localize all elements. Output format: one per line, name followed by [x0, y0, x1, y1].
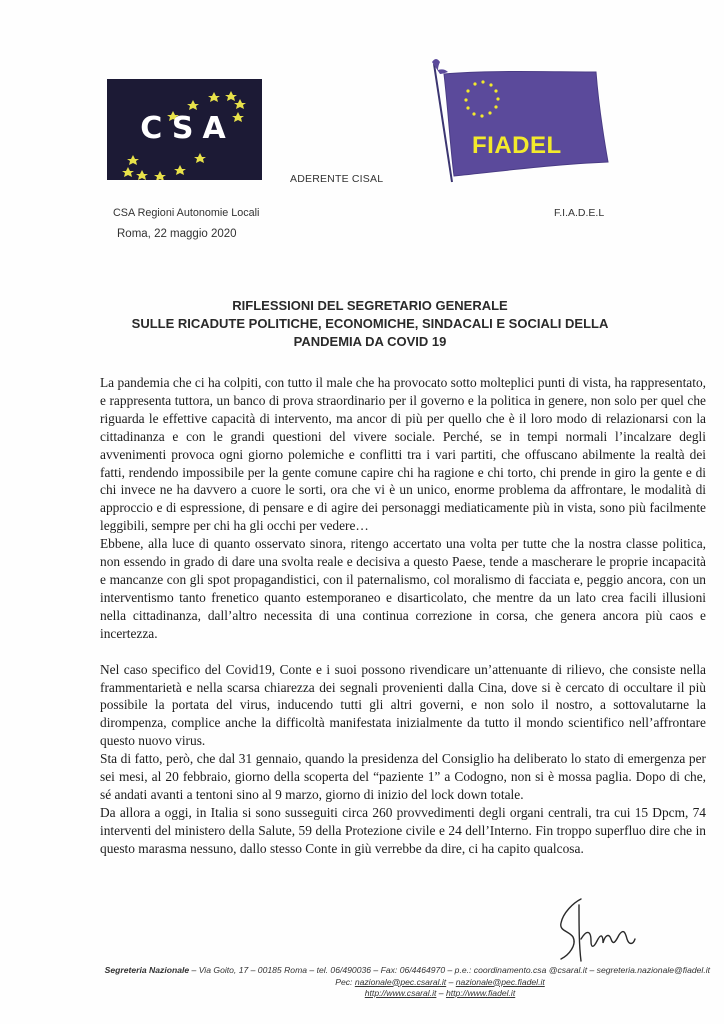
- body-paragraph: Da allora a oggi, in Italia si sono susseguiti circa 260 provvedimenti degli organi centrali, tra cui 15 Dpcm, 74 interventi del ministero della Salute, 59 della Protezione civile e 24 dell’Interno. Fin troppo superfluo dire che in questo marasma nessuno, dallo stesso Conte in giù verrebbe da dire, ci ha capito qualcosa.: [100, 804, 706, 856]
- pec-csa-link[interactable]: nazionale@pec.csaral.it: [354, 976, 447, 987]
- footer-address-line: [20, 965, 710, 977]
- footer-web-line: [20, 988, 710, 1000]
- fiadel-logo-text: FIADEL: [472, 132, 562, 159]
- body-paragraph: La pandemia che ci ha colpiti, con tutto il male che ha provocato sotto molteplici punti di vista, ha rappresentato, e rappresenta tuttora, un banco di prova straordinario per il governo e la politica in genere, non solo per quel che riguarda le effettive capacità di intervento, ma ancor di più per quello che è il loro modo di relazionarsi con la cittadinanza e con le grandi questioni del vivere sociale. Perché, se in tempi normali l’incalzare degli avvenimenti provoca ogni giorno polemiche e conflitti tra i vari partiti, che offuscano abilmente la realtà dei fatti, rendendo impossibile per la gente comune capire chi ha ragione e chi torto, chi prende in giro la gente e di chi invece ne ha davvero a cuore le sorti, ora che vi è un unico, enorme problema da affrontare, le modalità di approccio e di espressione, di pensare e di agire dei personaggi mediaticamente più in vista, sono più facilmente leggibili, sempre per chi ha gli occhi per vedere…: [100, 375, 706, 534]
- footer-separator: –: [436, 988, 446, 998]
- fiadel-flag-icon: [420, 58, 620, 188]
- footer-separator: –: [446, 976, 456, 987]
- web-csa-link[interactable]: http://www.csaral.it: [364, 988, 437, 998]
- footer-org-name: Segreteria Nazionale: [104, 965, 190, 975]
- body-paragraph: Sta di fatto, però, che dal 31 gennaio, quando la presidenza del Consiglio ha deliberato lo stato di emergenza per sei mesi, al 20 febbraio, giorno della scoperta del “paziente 1” a Codogno, non si è mossa paglia. Dopo di che, sé andati avanti a tentoni sino al 9 marzo, giorno di inizio del lock down totale.: [100, 751, 706, 802]
- document-body: [100, 374, 706, 858]
- csa-organization-name: CSA Regioni Autonomie Locali: [113, 207, 260, 219]
- pec-fiadel-link[interactable]: nazionale@pec.fiadel.it: [455, 976, 545, 987]
- body-paragraph: Nel caso specifico del Covid19, Conte e i suoi possono rivendicare un’attenuante di rilievo, che consiste nella frammentarietà e nella scarsa chiarezza dei segnali provenienti dalla Cina, dove si è cercato di occultare il più possibile la portata del virus, inducendo tutti gli altri governi, e non solo il nostro, a sottovalutarne la dirompenza, complice anche la difficoltà manifestata inizialmente da tutto il mondo scientifico nell’affrontare questo nuovo virus.: [100, 661, 706, 749]
- document-footer: [20, 965, 710, 1000]
- csa-logo-text: CSA: [140, 111, 235, 146]
- footer-pec-line: [20, 977, 710, 989]
- title-line-1: RIFLESSIONI DEL SEGRETARIO GENERALE: [232, 298, 508, 313]
- signature: [555, 895, 665, 970]
- document-title: [120, 297, 620, 351]
- footer-pec-label: Pec:: [335, 976, 355, 987]
- csa-logo: [107, 79, 262, 180]
- aderente-label: ADERENTE CISAL: [290, 173, 384, 185]
- title-line-3: PANDEMIA DA COVID 19: [293, 334, 447, 349]
- fiadel-organization-name: F.I.A.D.E.L: [554, 207, 605, 219]
- body-paragraph: Ebbene, alla luce di quanto osservato sinora, ritengo accertato una volta per tutte che la nostra classe politica, non essendo in grado di dare una svolta reale e decisiva a questo Paese, tende a mascherare le proprie incapacità e mancanze con gli spot propagandistici, con il paternalismo, col moralismo di facciata e, peggio ancora, con un interventismo tanto frenetico quanto estemporaneo e disarticolato, che mentre da un lato crea facili illusioni nella cittadinanza, dall’altro necessita di una continua correzione in corsa, che genera ancora più caos e incertezza.: [100, 536, 706, 641]
- web-fiadel-link[interactable]: http://www.fiadel.it: [445, 988, 516, 998]
- footer-address: – Via Goito, 17 – 00185 Roma – tel. 06/490036 – Fax: 06/4464970 – p.e.: coordinamento.csa @csaral.it – segreteria.nazionale@fiadel.it: [189, 965, 710, 975]
- fiadel-logo: [420, 58, 620, 188]
- title-line-2: SULLE RICADUTE POLITICHE, ECONOMICHE, SINDACALI E SOCIALI DELLA: [131, 316, 609, 331]
- signature-icon: [555, 895, 665, 965]
- document-date: Roma, 22 maggio 2020: [117, 228, 237, 240]
